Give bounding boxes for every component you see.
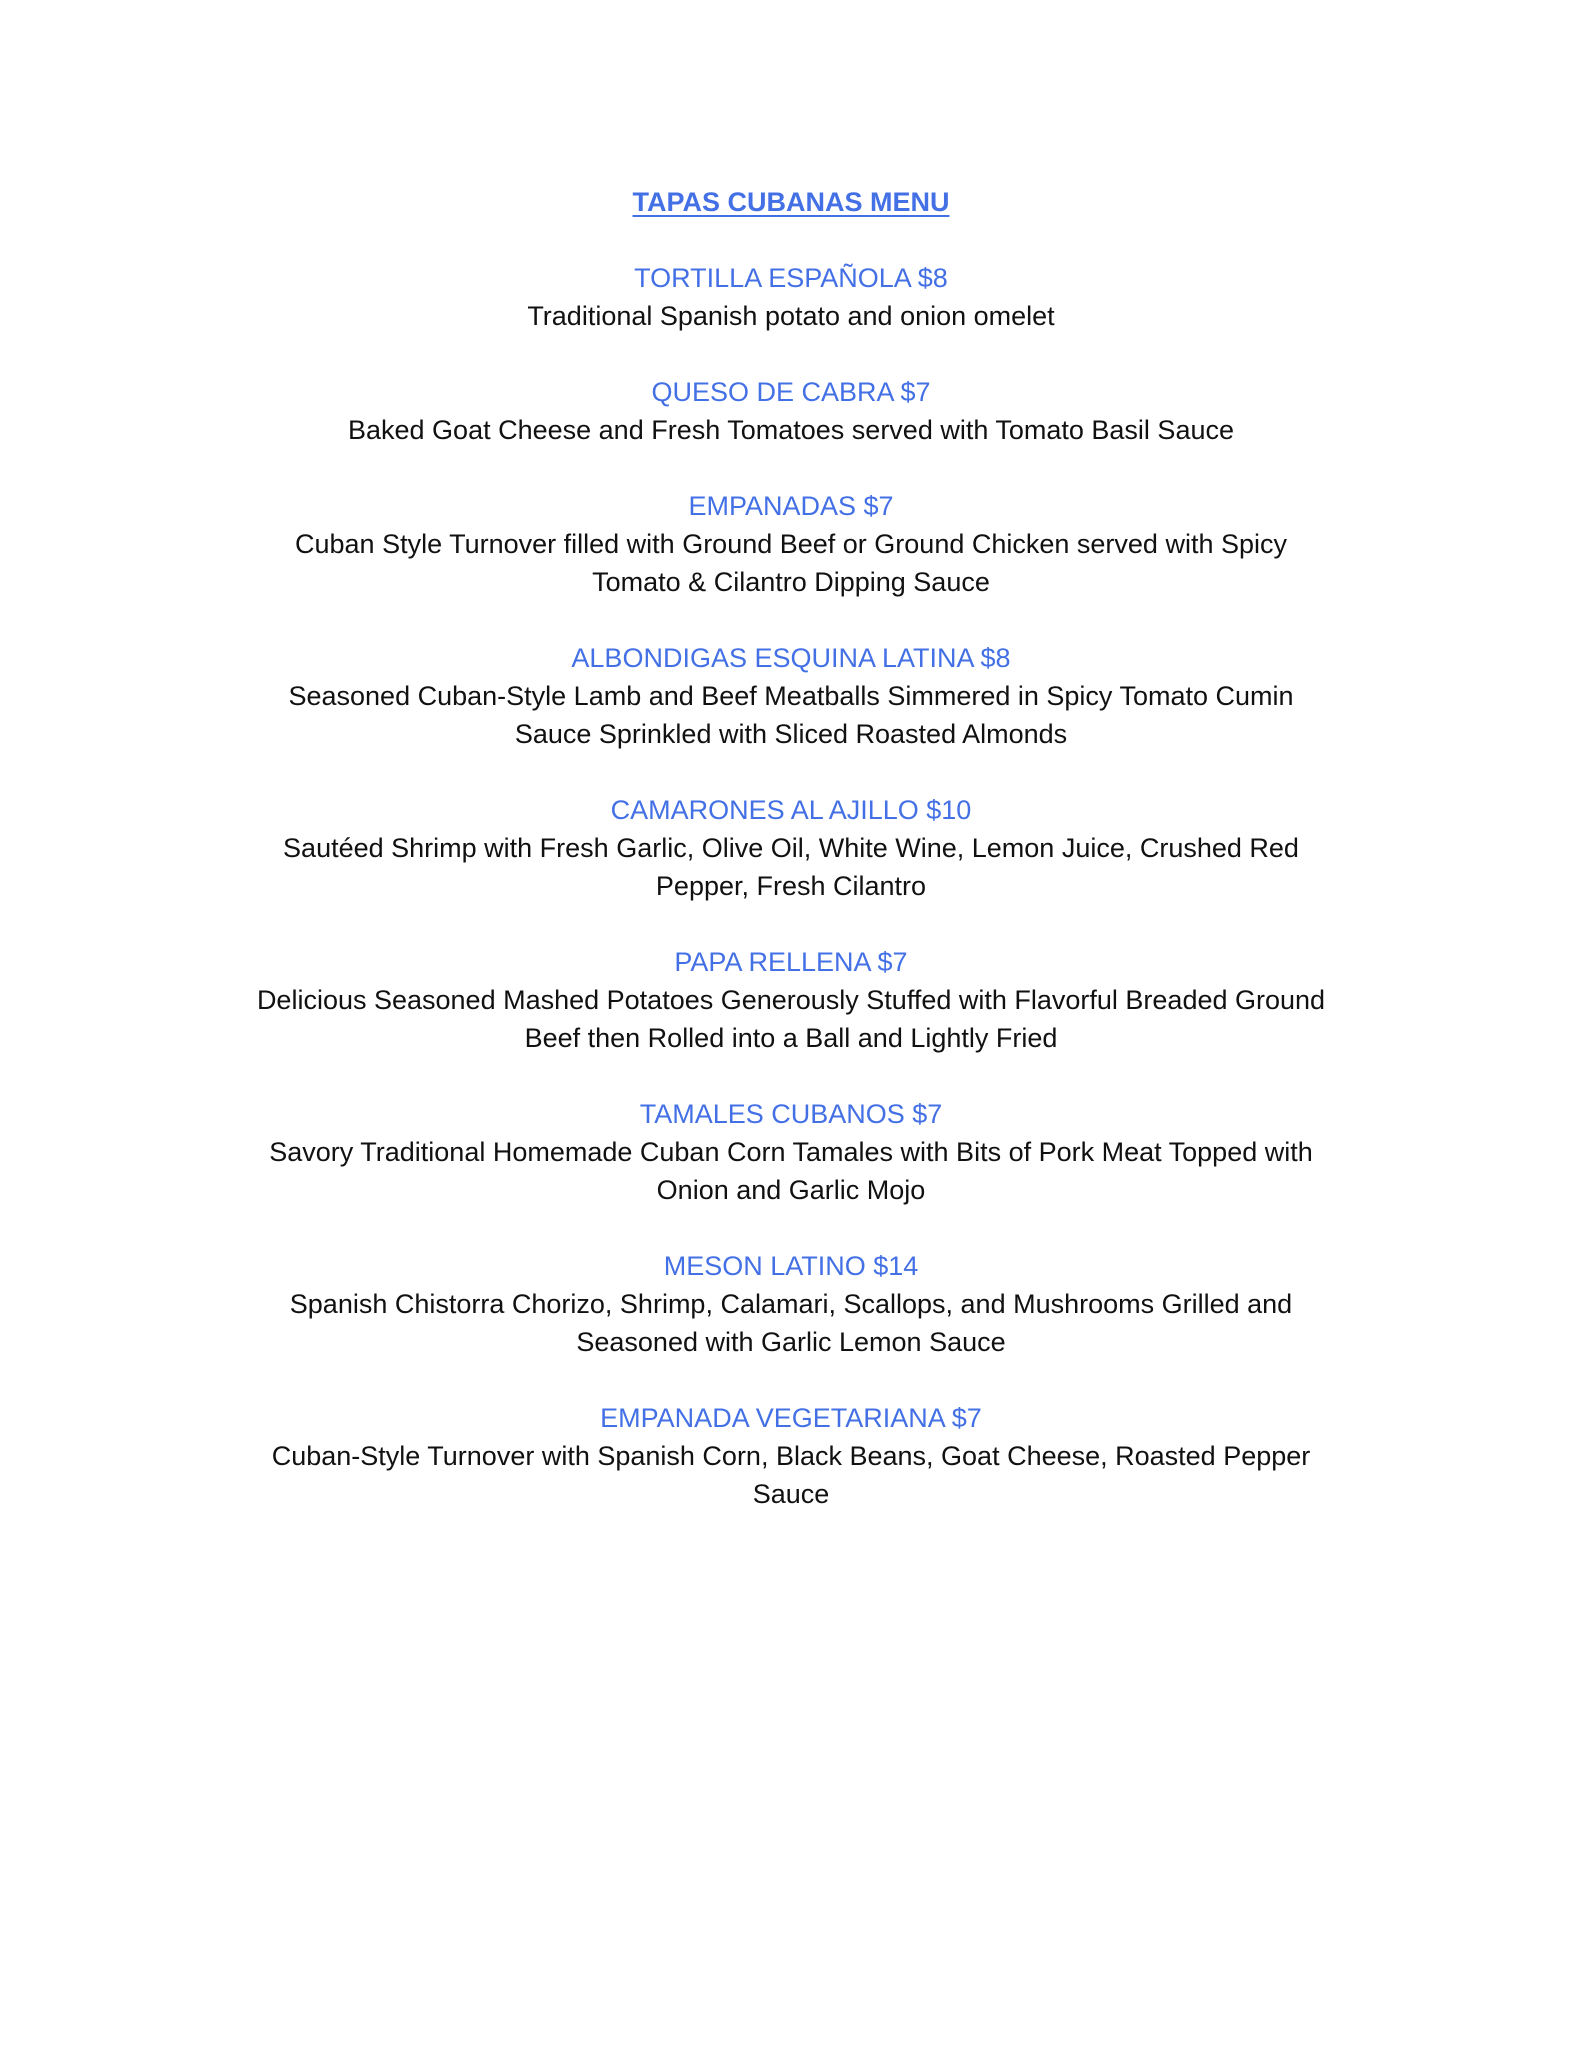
menu-item-description: Sautéed Shrimp with Fresh Garlic, Olive Oil, White Wine, Lemon Juice, Crushed Red <box>283 833 1299 863</box>
menu-item-name: EMPANADAS $7 <box>688 491 894 521</box>
menu-item-description: Savory Traditional Homemade Cuban Corn Tamales with Bits of Pork Meat Topped with <box>269 1137 1313 1167</box>
menu-item <box>200 791 1382 905</box>
menu-item-name: PAPA RELLENA $7 <box>674 947 908 977</box>
menu-content <box>200 183 1382 1551</box>
menu-item-name: QUESO DE CABRA $7 <box>651 377 931 407</box>
menu-item <box>200 1095 1382 1209</box>
menu-item-name: TAMALES CUBANOS $7 <box>639 1099 943 1129</box>
menu-item-description: Pepper, Fresh Cilantro <box>655 871 927 901</box>
menu-item-name: ALBONDIGAS ESQUINA LATINA $8 <box>571 643 1011 673</box>
menu-title: TAPAS CUBANAS MENU <box>632 187 950 217</box>
menu-item-name: TORTILLA ESPAÑOLA $8 <box>634 263 948 293</box>
menu-item-description: Cuban-Style Turnover with Spanish Corn, Black Beans, Goat Cheese, Roasted Pepper <box>271 1441 1311 1471</box>
menu-item-description: Beef then Rolled into a Ball and Lightly Fried <box>524 1023 1058 1053</box>
menu-item-description: Spanish Chistorra Chorizo, Shrimp, Calamari, Scallops, and Mushrooms Grilled and <box>289 1289 1293 1319</box>
menu-item-description: Onion and Garlic Mojo <box>656 1175 926 1205</box>
menu-item <box>200 1247 1382 1361</box>
menu-item-description: Cuban Style Turnover filled with Ground Beef or Ground Chicken served with Spicy <box>295 529 1287 559</box>
menu-item-name: CAMARONES AL AJILLO $10 <box>610 795 972 825</box>
menu-item-description: Sauce <box>752 1479 830 1509</box>
menu-item-description: Seasoned Cuban-Style Lamb and Beef Meatballs Simmered in Spicy Tomato Cumin <box>288 681 1294 711</box>
menu-item <box>200 487 1382 601</box>
menu-item-description: Sauce Sprinkled with Sliced Roasted Almonds <box>514 719 1068 749</box>
menu-item <box>200 943 1382 1057</box>
menu-item-description: Baked Goat Cheese and Fresh Tomatoes served with Tomato Basil Sauce <box>348 415 1234 445</box>
menu-item <box>200 1399 1382 1513</box>
menu-item-name: EMPANADA VEGETARIANA $7 <box>600 1403 982 1433</box>
menu-item <box>200 373 1382 449</box>
menu-item-description: Traditional Spanish potato and onion omelet <box>527 301 1055 331</box>
menu-item-name: MESON LATINO $14 <box>663 1251 919 1281</box>
menu-item-description: Seasoned with Garlic Lemon Sauce <box>576 1327 1006 1357</box>
menu-item-description: Delicious Seasoned Mashed Potatoes Generously Stuffed with Flavorful Breaded Ground <box>256 985 1326 1015</box>
menu-item <box>200 639 1382 753</box>
menu-item-description: Tomato & Cilantro Dipping Sauce <box>592 567 990 597</box>
menu-item <box>200 259 1382 335</box>
